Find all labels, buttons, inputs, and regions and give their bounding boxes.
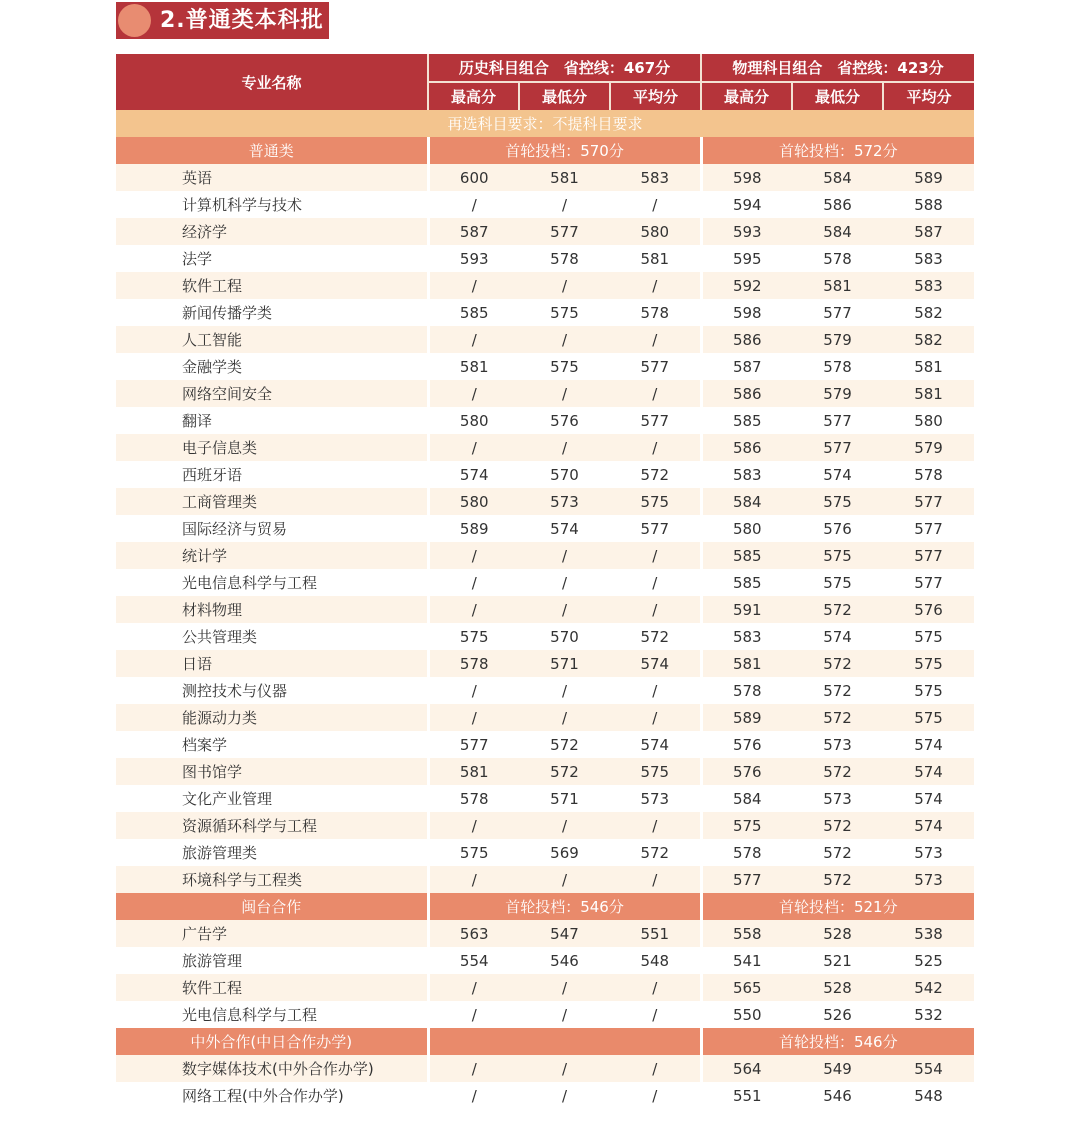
history-min-score: 576: [519, 407, 610, 434]
physics-avg-score: 582: [883, 326, 974, 353]
major-name: 工商管理类: [116, 488, 428, 515]
section-name: 中外合作(中日合作办学): [116, 1028, 428, 1055]
physics-min-score: 572: [792, 596, 883, 623]
physics-min-score: 579: [792, 380, 883, 407]
history-min-score: /: [519, 866, 610, 893]
physics-max-score: 577: [701, 866, 792, 893]
physics-min-score: 584: [792, 164, 883, 191]
physics-avg-score: 575: [883, 650, 974, 677]
history-min-score: 578: [519, 245, 610, 272]
history-avg-score: 577: [610, 353, 701, 380]
major-name: 材料物理: [116, 596, 428, 623]
history-max-score: /: [428, 704, 519, 731]
history-max-score: 580: [428, 488, 519, 515]
table-row: [116, 407, 974, 434]
history-min-score: 571: [519, 785, 610, 812]
history-max-score: /: [428, 380, 519, 407]
history-avg-score: /: [610, 1055, 701, 1082]
major-name: 电子信息类: [116, 434, 428, 461]
physics-min-score: 572: [792, 866, 883, 893]
major-name: 旅游管理: [116, 947, 428, 974]
history-min-score: /: [519, 974, 610, 1001]
history-avg-score: 578: [610, 299, 701, 326]
table-row: [116, 704, 974, 731]
major-name: 软件工程: [116, 272, 428, 299]
physics-max-score: 587: [701, 353, 792, 380]
major-name: 计算机科学与技术: [116, 191, 428, 218]
history-max-score: /: [428, 596, 519, 623]
physics-avg-score: 538: [883, 920, 974, 947]
physics-avg-score: 577: [883, 488, 974, 515]
major-name: 法学: [116, 245, 428, 272]
history-avg-score: 577: [610, 515, 701, 542]
section-physics-line: 首轮投档：572分: [701, 137, 974, 164]
history-max-score: /: [428, 191, 519, 218]
table-row: [116, 326, 974, 353]
physics-max-score: 550: [701, 1001, 792, 1028]
table-row: [116, 866, 974, 893]
history-avg-score: /: [610, 812, 701, 839]
table-row: [116, 974, 974, 1001]
section-name: 闽台合作: [116, 893, 428, 920]
section-physics-line: 首轮投档：546分: [701, 1028, 974, 1055]
section-physics-line: 首轮投档：521分: [701, 893, 974, 920]
physics-max-score: 558: [701, 920, 792, 947]
admission-score-table: [116, 54, 974, 1109]
table-row: [116, 218, 974, 245]
table-row: [116, 353, 974, 380]
physics-max-score: 583: [701, 623, 792, 650]
history-max-score: 585: [428, 299, 519, 326]
physics-min-score: 578: [792, 245, 883, 272]
physics-max-score: 584: [701, 785, 792, 812]
table-row: [116, 380, 974, 407]
history-max-score: /: [428, 1001, 519, 1028]
history-avg-score: 574: [610, 731, 701, 758]
history-min-score: 581: [519, 164, 610, 191]
history-max-score: 578: [428, 785, 519, 812]
history-avg-score: 572: [610, 839, 701, 866]
physics-max-score: 592: [701, 272, 792, 299]
history-max-score: 593: [428, 245, 519, 272]
history-min-score: 546: [519, 947, 610, 974]
history-avg-score: 548: [610, 947, 701, 974]
history-avg-score: /: [610, 326, 701, 353]
table-row: [116, 515, 974, 542]
history-min-score: 570: [519, 461, 610, 488]
table-row: [116, 758, 974, 785]
history-max-score: /: [428, 677, 519, 704]
section-header-row: [116, 893, 974, 920]
physics-min-score: 546: [792, 1082, 883, 1109]
physics-avg-score: 578: [883, 461, 974, 488]
history-min-score: 575: [519, 299, 610, 326]
physics-avg-score: 575: [883, 677, 974, 704]
history-max-score: /: [428, 542, 519, 569]
physics-avg-score: 577: [883, 515, 974, 542]
physics-max-score: 595: [701, 245, 792, 272]
history-min-score: /: [519, 569, 610, 596]
history-max-score: 581: [428, 758, 519, 785]
physics-avg-score: 575: [883, 623, 974, 650]
section-name: 普通类: [116, 137, 428, 164]
physics-max-score: 593: [701, 218, 792, 245]
major-name: 旅游管理类: [116, 839, 428, 866]
subject-requirement-row: [116, 110, 974, 137]
physics-min-score: 572: [792, 650, 883, 677]
table-row: [116, 1082, 974, 1109]
history-avg-score: 583: [610, 164, 701, 191]
physics-max-score: 578: [701, 839, 792, 866]
table-row: [116, 785, 974, 812]
physics-max-header: 最高分: [701, 82, 792, 110]
history-avg-header: 平均分: [610, 82, 701, 110]
physics-max-score: 598: [701, 299, 792, 326]
major-name: 光电信息科学与工程: [116, 569, 428, 596]
history-avg-score: 573: [610, 785, 701, 812]
history-min-score: /: [519, 677, 610, 704]
physics-min-header: 最低分: [792, 82, 883, 110]
physics-avg-score: 577: [883, 542, 974, 569]
physics-min-score: 576: [792, 515, 883, 542]
major-name: 资源循环科学与工程: [116, 812, 428, 839]
history-min-score: 577: [519, 218, 610, 245]
major-name: 日语: [116, 650, 428, 677]
major-name: 广告学: [116, 920, 428, 947]
history-max-score: /: [428, 569, 519, 596]
history-avg-score: /: [610, 569, 701, 596]
major-name: 英语: [116, 164, 428, 191]
history-min-score: /: [519, 1055, 610, 1082]
physics-max-score: 594: [701, 191, 792, 218]
physics-max-score: 591: [701, 596, 792, 623]
history-max-score: 577: [428, 731, 519, 758]
history-max-score: 581: [428, 353, 519, 380]
history-max-score: 600: [428, 164, 519, 191]
physics-avg-score: 575: [883, 704, 974, 731]
table-row: [116, 1055, 974, 1082]
physics-max-score: 584: [701, 488, 792, 515]
major-name: 翻译: [116, 407, 428, 434]
page-title: 2.普通类本科批: [160, 8, 324, 33]
physics-avg-score: 577: [883, 569, 974, 596]
history-avg-score: /: [610, 542, 701, 569]
physics-min-score: 577: [792, 434, 883, 461]
table-row: [116, 569, 974, 596]
history-avg-score: 581: [610, 245, 701, 272]
physics-min-score: 574: [792, 461, 883, 488]
history-max-score: /: [428, 866, 519, 893]
physics-avg-score: 582: [883, 299, 974, 326]
table-row: [116, 677, 974, 704]
history-avg-score: 575: [610, 758, 701, 785]
physics-min-score: 572: [792, 758, 883, 785]
major-name: 文化产业管理: [116, 785, 428, 812]
history-min-score: 575: [519, 353, 610, 380]
major-name: 档案学: [116, 731, 428, 758]
major-name: 图书馆学: [116, 758, 428, 785]
physics-min-score: 578: [792, 353, 883, 380]
physics-max-score: 583: [701, 461, 792, 488]
physics-min-score: 572: [792, 812, 883, 839]
major-name: 环境科学与工程类: [116, 866, 428, 893]
section-history-line: [428, 1028, 701, 1055]
title-circle-icon: [118, 4, 151, 37]
physics-min-score: 577: [792, 407, 883, 434]
physics-min-score: 575: [792, 542, 883, 569]
history-max-score: 554: [428, 947, 519, 974]
history-max-score: 587: [428, 218, 519, 245]
major-name: 统计学: [116, 542, 428, 569]
table-row: [116, 623, 974, 650]
history-avg-score: 575: [610, 488, 701, 515]
physics-avg-score: 573: [883, 839, 974, 866]
physics-avg-score: 583: [883, 272, 974, 299]
physics-min-score: 572: [792, 677, 883, 704]
physics-max-score: 585: [701, 542, 792, 569]
history-max-score: /: [428, 434, 519, 461]
physics-min-score: 575: [792, 569, 883, 596]
history-max-score: 578: [428, 650, 519, 677]
physics-max-score: 585: [701, 407, 792, 434]
physics-max-score: 575: [701, 812, 792, 839]
physics-max-score: 586: [701, 380, 792, 407]
table-row: [116, 1001, 974, 1028]
history-avg-score: /: [610, 974, 701, 1001]
physics-min-score: 528: [792, 974, 883, 1001]
history-min-score: /: [519, 704, 610, 731]
history-min-score: /: [519, 1082, 610, 1109]
subject-requirement: 再选科目要求：不提科目要求: [116, 110, 974, 137]
physics-group-header: 物理科目组合 省控线：423分: [701, 54, 974, 82]
section-header-row: [116, 1028, 974, 1055]
history-group-header: 历史科目组合 省控线：467分: [428, 54, 701, 82]
major-name: 数字媒体技术(中外合作办学): [116, 1055, 428, 1082]
major-name: 西班牙语: [116, 461, 428, 488]
physics-max-score: 564: [701, 1055, 792, 1082]
history-min-score: /: [519, 542, 610, 569]
table-body: [116, 54, 974, 1109]
physics-min-score: 573: [792, 785, 883, 812]
history-min-score: /: [519, 380, 610, 407]
major-name: 测控技术与仪器: [116, 677, 428, 704]
table-row: [116, 812, 974, 839]
history-avg-score: /: [610, 1082, 701, 1109]
table-row: [116, 272, 974, 299]
physics-avg-score: 581: [883, 353, 974, 380]
history-avg-score: 551: [610, 920, 701, 947]
history-max-score: /: [428, 1082, 519, 1109]
table-row: [116, 920, 974, 947]
table-row: [116, 191, 974, 218]
physics-min-score: 528: [792, 920, 883, 947]
history-avg-score: /: [610, 272, 701, 299]
major-name: 经济学: [116, 218, 428, 245]
table-row: [116, 839, 974, 866]
physics-avg-score: 532: [883, 1001, 974, 1028]
physics-max-score: 578: [701, 677, 792, 704]
history-min-score: /: [519, 272, 610, 299]
history-max-score: 575: [428, 839, 519, 866]
history-max-score: 563: [428, 920, 519, 947]
physics-min-score: 521: [792, 947, 883, 974]
major-name: 网络空间安全: [116, 380, 428, 407]
history-avg-score: /: [610, 677, 701, 704]
history-avg-score: 572: [610, 461, 701, 488]
major-name: 新闻传播学类: [116, 299, 428, 326]
physics-max-score: 576: [701, 731, 792, 758]
header-row-groups: [116, 54, 974, 82]
physics-max-score: 551: [701, 1082, 792, 1109]
history-avg-score: /: [610, 434, 701, 461]
physics-max-score: 586: [701, 434, 792, 461]
history-max-score: /: [428, 1055, 519, 1082]
table-row: [116, 947, 974, 974]
physics-avg-header: 平均分: [883, 82, 974, 110]
physics-max-score: 565: [701, 974, 792, 1001]
history-avg-score: /: [610, 866, 701, 893]
physics-avg-score: 587: [883, 218, 974, 245]
history-min-score: /: [519, 812, 610, 839]
history-max-score: /: [428, 812, 519, 839]
history-min-score: /: [519, 596, 610, 623]
physics-max-score: 598: [701, 164, 792, 191]
history-avg-score: 574: [610, 650, 701, 677]
major-name: 网络工程(中外合作办学): [116, 1082, 428, 1109]
history-min-score: /: [519, 326, 610, 353]
physics-min-score: 584: [792, 218, 883, 245]
physics-min-score: 577: [792, 299, 883, 326]
history-min-score: 574: [519, 515, 610, 542]
physics-max-score: 581: [701, 650, 792, 677]
history-max-score: /: [428, 272, 519, 299]
physics-max-score: 576: [701, 758, 792, 785]
history-max-score: 575: [428, 623, 519, 650]
physics-min-score: 574: [792, 623, 883, 650]
history-avg-score: /: [610, 596, 701, 623]
history-min-score: 570: [519, 623, 610, 650]
history-min-score: /: [519, 191, 610, 218]
history-min-score: /: [519, 1001, 610, 1028]
physics-avg-score: 574: [883, 812, 974, 839]
history-min-score: 571: [519, 650, 610, 677]
history-max-score: 574: [428, 461, 519, 488]
table-row: [116, 461, 974, 488]
history-avg-score: /: [610, 704, 701, 731]
history-min-score: 569: [519, 839, 610, 866]
physics-avg-score: 542: [883, 974, 974, 1001]
physics-max-score: 580: [701, 515, 792, 542]
physics-min-score: 572: [792, 704, 883, 731]
physics-min-score: 581: [792, 272, 883, 299]
physics-max-score: 541: [701, 947, 792, 974]
history-min-score: 573: [519, 488, 610, 515]
history-avg-score: /: [610, 191, 701, 218]
major-name: 软件工程: [116, 974, 428, 1001]
table-row: [116, 488, 974, 515]
major-name: 能源动力类: [116, 704, 428, 731]
history-max-score: 580: [428, 407, 519, 434]
physics-avg-score: 574: [883, 785, 974, 812]
physics-min-score: 586: [792, 191, 883, 218]
physics-min-score: 573: [792, 731, 883, 758]
history-min-score: 547: [519, 920, 610, 947]
history-min-score: 572: [519, 758, 610, 785]
physics-min-score: 572: [792, 839, 883, 866]
table-row: [116, 434, 974, 461]
physics-avg-score: 576: [883, 596, 974, 623]
history-min-score: /: [519, 434, 610, 461]
section-history-line: 首轮投档：570分: [428, 137, 701, 164]
table-row: [116, 299, 974, 326]
major-column-header: 专业名称: [116, 54, 428, 110]
physics-avg-score: 580: [883, 407, 974, 434]
history-min-header: 最低分: [519, 82, 610, 110]
table-row: [116, 164, 974, 191]
physics-max-score: 586: [701, 326, 792, 353]
major-name: 金融学类: [116, 353, 428, 380]
history-max-score: /: [428, 326, 519, 353]
physics-min-score: 575: [792, 488, 883, 515]
physics-avg-score: 574: [883, 731, 974, 758]
table-row: [116, 596, 974, 623]
major-name: 国际经济与贸易: [116, 515, 428, 542]
physics-min-score: 526: [792, 1001, 883, 1028]
history-avg-score: 577: [610, 407, 701, 434]
physics-avg-score: 583: [883, 245, 974, 272]
history-max-header: 最高分: [428, 82, 519, 110]
physics-avg-score: 548: [883, 1082, 974, 1109]
physics-max-score: 585: [701, 569, 792, 596]
history-avg-score: 580: [610, 218, 701, 245]
physics-max-score: 589: [701, 704, 792, 731]
physics-avg-score: 574: [883, 758, 974, 785]
physics-avg-score: 554: [883, 1055, 974, 1082]
history-avg-score: /: [610, 1001, 701, 1028]
physics-avg-score: 588: [883, 191, 974, 218]
major-name: 人工智能: [116, 326, 428, 353]
history-avg-score: /: [610, 380, 701, 407]
table-row: [116, 245, 974, 272]
section-history-line: 首轮投档：546分: [428, 893, 701, 920]
physics-avg-score: 525: [883, 947, 974, 974]
physics-avg-score: 581: [883, 380, 974, 407]
table-row: [116, 731, 974, 758]
physics-min-score: 579: [792, 326, 883, 353]
history-avg-score: 572: [610, 623, 701, 650]
physics-avg-score: 573: [883, 866, 974, 893]
physics-avg-score: 579: [883, 434, 974, 461]
history-max-score: 589: [428, 515, 519, 542]
major-name: 公共管理类: [116, 623, 428, 650]
major-name: 光电信息科学与工程: [116, 1001, 428, 1028]
physics-min-score: 549: [792, 1055, 883, 1082]
physics-avg-score: 589: [883, 164, 974, 191]
table-row: [116, 650, 974, 677]
table-row: [116, 542, 974, 569]
history-min-score: 572: [519, 731, 610, 758]
section-header-row: [116, 137, 974, 164]
history-max-score: /: [428, 974, 519, 1001]
